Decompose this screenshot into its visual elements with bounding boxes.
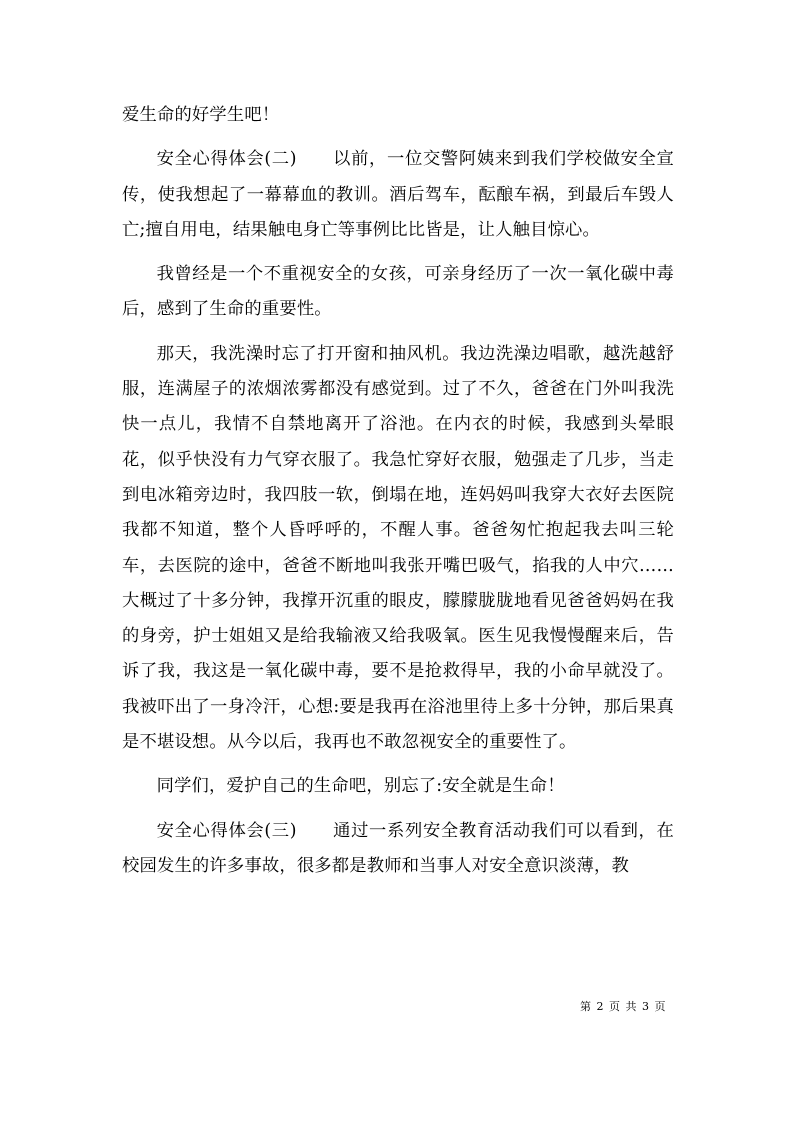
- paragraph-essay-three-intro: 安全心得体会(三) 通过一系列安全教育活动我们可以看到，在校园发生的许多事故，很多都是教师和当事人对安全意识淡薄，教: [122, 820, 674, 876]
- paragraph-conclusion: 同学们，爱护自己的生命吧，别忘了:安全就是生命！: [156, 776, 565, 797]
- document-body: [122, 98, 674, 893]
- paragraph-personal-experience: 我曾经是一个不重视安全的女孩，可亲身经历了一次一氧化碳中毒后，感到了生命的重要性。: [122, 264, 674, 320]
- page-number-footer: 第 2 页 共 3 页: [580, 1000, 667, 1013]
- paragraph-closing-line: 爱生命的好学生吧！: [122, 105, 280, 125]
- paragraph-essay-two-intro: 安全心得体会(二) 以前，一位交警阿姨来到我们学校做安全宣传，使我想起了一幕幕血的教训。酒后驾车，酝酿车祸，到最后车毁人亡;擅自用电，结果触电身亡等事例比比皆是，让人触目惊心。: [122, 149, 674, 240]
- paragraph-story: 那天，我洗澡时忘了打开窗和抽风机。我边洗澡边唱歌，越洗越舒服，连满屋子的浓烟浓雾都没有感觉到。过了不久，爸爸在门外叫我洗快一点儿，我情不自禁地离开了浴池。在内衣的时候，我感到头晕眼花，似乎快没有力气穿衣服了。我急忙穿好衣服，勉强走了几步，当走到电冰箱旁边时，我四肢一软，倒塌在地，连妈妈叫我穿大衣好去医院我都不知道，整个人昏呼呼的，不醒人事。爸爸匆忙抱起我去叫三轮车，去医院的途中，爸爸不断地叫我张开嘴巴吸气，掐我的人中穴……大概过了十多分钟，我撑开沉重的眼皮，朦朦胧胧地看见爸爸妈妈在我的身旁，护士姐姐又是给我输液又给我吸氧。医生见我慢慢醒来后，告诉了我，我这是一氧化碳中毒，要不是抢救得早，我的小命早就没了。我被吓出了一身冷汗，心想:要是我再在浴池里待上多十分钟，那后果真是不堪设想。从今以后，我再也不敢忽视安全的重要性了。: [122, 343, 674, 753]
